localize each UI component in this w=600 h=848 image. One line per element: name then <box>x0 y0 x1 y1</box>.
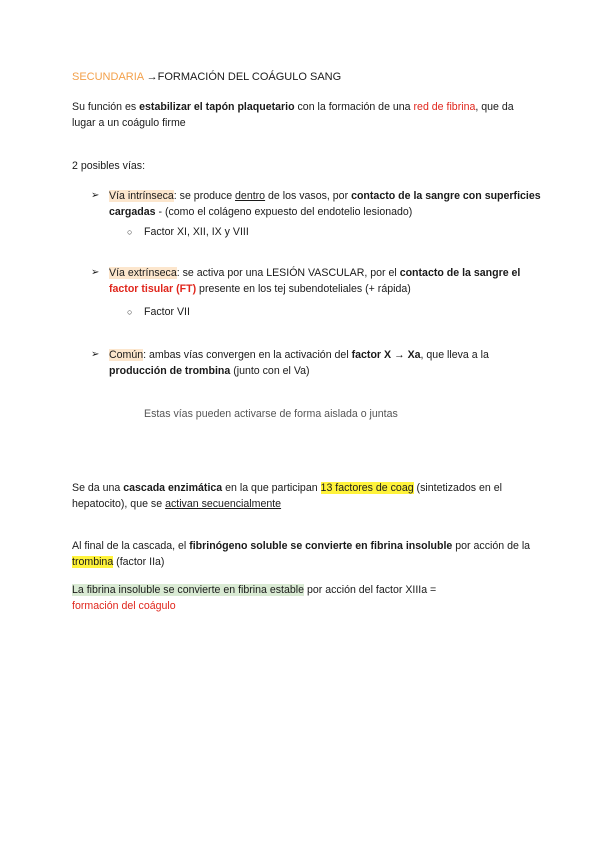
paragraph-fibrinogeno <box>72 538 532 570</box>
bold-text: contacto de la sangre el <box>399 267 521 279</box>
arrow-bullet-icon: ➢ <box>91 190 100 201</box>
underline-text: activan secuencialmente <box>165 498 282 510</box>
bold-text: Xa <box>407 349 421 361</box>
circle-bullet-icon: ○ <box>127 307 133 317</box>
text: con la formación de una <box>294 101 414 113</box>
text: presente en los tej subendoteliales (+ rápida) <box>196 283 411 295</box>
title-formacion: FORMACIÓN DEL COÁGULO SANG <box>157 71 342 83</box>
paragraph-vias-intro: 2 posibles vías: <box>72 160 146 172</box>
text: Factor XI, XII, IX y VIII <box>144 226 249 238</box>
title-secundaria: SECUNDARIA <box>72 71 144 83</box>
highlight-text: 13 factores de coag <box>320 482 414 494</box>
arrow-bullet-icon: ➢ <box>91 267 100 278</box>
text: por acción del factor XIIIa = <box>304 584 437 596</box>
text: : se produce <box>173 190 236 202</box>
section-title <box>72 69 532 85</box>
text: Su función es <box>72 101 140 113</box>
highlight-text: La fibrina insoluble se convierte en fibrina estable <box>72 584 305 596</box>
arrow-bullet-icon: ➢ <box>91 349 100 360</box>
text: en la que participan <box>222 482 321 494</box>
red-bold-text: factor tisular (FT) <box>109 283 197 295</box>
text: - (como el colágeno expuesto del endotelio lesionado) <box>155 206 413 218</box>
text: (factor IIa) <box>113 556 165 568</box>
underline-text: dentro <box>235 190 266 202</box>
red-text: red de fibrina <box>413 101 476 113</box>
bold-text: contacto de la sangre con superficies cargadas <box>109 190 541 218</box>
paragraph-fibrina-estable <box>72 582 532 614</box>
bold-text: factor X <box>351 349 392 361</box>
bullet-via-extrinseca <box>91 265 549 297</box>
bold-text: fibrinógeno soluble se convierte en fibrina insoluble <box>189 540 453 552</box>
text: de los vasos, por <box>265 190 352 202</box>
bold-text: estabilizar el tapón plaquetario <box>139 101 295 113</box>
text: (junto con el Va) <box>230 365 310 377</box>
text: Se da una <box>72 482 124 494</box>
highlight-label: Vía extrínseca <box>109 267 177 279</box>
paragraph-funcion <box>72 99 532 131</box>
sub-bullet-factors-intrinseca <box>127 224 544 240</box>
highlight-label: Vía intrínseca <box>109 190 174 202</box>
text: por acción de la <box>452 540 531 552</box>
note-vias: Estas vías pueden activarse de forma aislada o juntas <box>144 408 398 420</box>
bold-text: cascada enzimática <box>123 482 223 494</box>
text: , que lleva a la <box>420 349 489 361</box>
bullet-via-comun <box>91 347 549 379</box>
bold-text: producción de trombina <box>109 365 231 377</box>
text: : ambas vías convergen en la activación del <box>143 349 352 361</box>
highlight-label: Común <box>109 349 144 361</box>
circle-bullet-icon: ○ <box>127 227 133 237</box>
paragraph-cascada <box>72 480 532 512</box>
red-text: formación del coágulo <box>72 600 176 612</box>
text: Factor VII <box>144 306 190 318</box>
bullet-via-intrinseca <box>91 188 549 220</box>
sub-bullet-factors-extrinseca <box>127 304 544 320</box>
highlight-text: trombina <box>72 556 114 568</box>
title-arrow: → <box>146 71 158 83</box>
text: Al final de la cascada, el <box>72 540 190 552</box>
text: , que da lugar a un coágulo firme <box>72 101 514 129</box>
arrow-text: → <box>391 349 408 361</box>
text: (sintetizados en el hepatocito), que se <box>72 482 502 510</box>
text: : se activa por una LESIÓN VASCULAR, por el <box>176 267 400 279</box>
